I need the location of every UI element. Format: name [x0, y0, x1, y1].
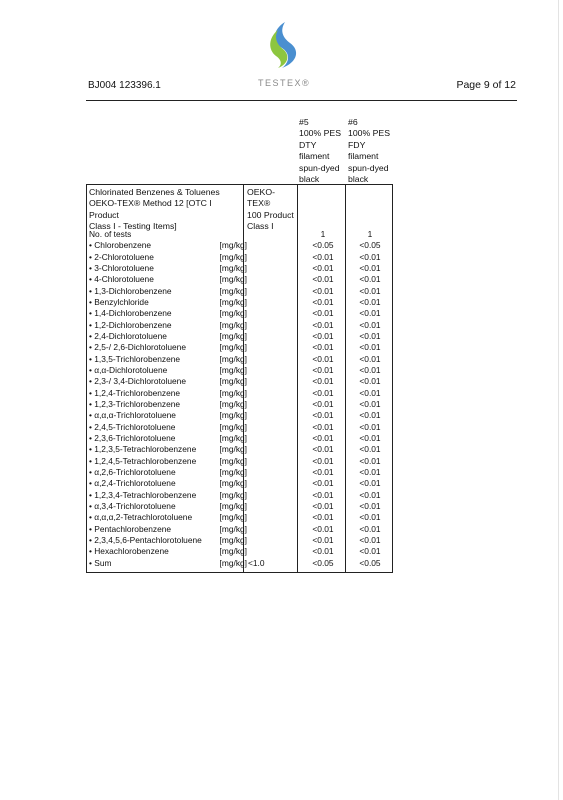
analyte-name: • Hexachlorobenzene	[89, 546, 169, 557]
sample-6-value: <0.01	[359, 251, 381, 262]
analyte-name: • 2,4,5-Trichlorotoluene	[89, 421, 176, 432]
sample-6-value: <0.01	[359, 466, 381, 477]
sample-6-value: <0.05	[359, 240, 381, 251]
sample-header-line: #6	[348, 117, 358, 127]
table-row	[87, 490, 392, 501]
sample-6-value: <0.01	[359, 489, 381, 500]
table-row	[87, 410, 392, 421]
unit-cell: [mg/kg]	[219, 330, 247, 341]
table-row	[87, 365, 392, 376]
sample-5-value: <0.01	[312, 546, 334, 557]
sample-6-value: <0.01	[359, 262, 381, 273]
unit-cell: [mg/kg]	[219, 274, 247, 285]
analyte-name: • 1,2,3,5-Tetrachlorobenzene	[89, 444, 197, 455]
analyte-name: • α,2,6-Trichlorotoluene	[89, 466, 176, 477]
header-rule	[86, 100, 517, 101]
sample-header-line: black	[299, 174, 320, 185]
table-row	[87, 467, 392, 478]
table-row	[87, 308, 392, 319]
table-row	[87, 354, 392, 365]
table-row	[87, 478, 392, 489]
analyte-name: • 2,4-Dichlorotoluene	[89, 330, 167, 341]
table-row	[87, 342, 392, 353]
sample-6-value: <0.01	[359, 364, 381, 375]
analyte-name: • 2-Chlorotoluene	[89, 251, 154, 262]
unit-cell: [mg/kg]	[219, 512, 247, 523]
analyte-name: • 1,2-Dichlorobenzene	[89, 319, 172, 330]
testex-logo-icon	[258, 20, 306, 70]
sample-5-value: <0.01	[312, 376, 334, 387]
analyte-name: • 2,3,6-Trichlorotoluene	[89, 432, 176, 443]
analyte-name: • Benzylchloride	[89, 296, 149, 307]
sample-5-value: <0.01	[312, 512, 334, 523]
sample-6-value: <0.01	[359, 387, 381, 398]
sample-5-value: 1	[320, 229, 326, 239]
sample-6-value: <0.01	[359, 274, 381, 285]
analyte-name: • Sum	[89, 557, 112, 568]
unit-cell: [mg/kg]	[219, 489, 247, 500]
sample-header-line: filament	[299, 151, 330, 162]
sample-6-value: <0.05	[359, 557, 381, 568]
sample-6-value: <0.01	[359, 330, 381, 341]
analyte-name: • 1,4-Dichlorobenzene	[89, 308, 172, 319]
sample-5-value: <0.01	[312, 308, 334, 319]
unit-cell: [mg/kg]	[219, 342, 247, 353]
unit-cell: [mg/kg]	[219, 466, 247, 477]
unit-cell: [mg/kg]	[219, 557, 247, 568]
sample-5-value: <0.01	[312, 285, 334, 296]
table-row	[87, 240, 392, 251]
table-row	[87, 229, 392, 240]
sample-header-line: black	[348, 174, 369, 185]
sample-5-value: <0.01	[312, 330, 334, 341]
table-row	[87, 422, 392, 433]
page-edge-line	[558, 0, 559, 800]
unit-cell: [mg/kg]	[219, 444, 247, 455]
sample-5-value: <0.01	[312, 342, 334, 353]
unit-cell: [mg/kg]	[219, 398, 247, 409]
category-line: Chlorinated Benzenes & Toluenes	[89, 187, 220, 197]
sample-6-value: <0.01	[359, 342, 381, 353]
unit-cell: [mg/kg]	[219, 240, 247, 251]
table-row	[87, 286, 392, 297]
sample-header-line: spun-dyed	[299, 162, 340, 173]
unit-cell: [mg/kg]	[219, 523, 247, 534]
standard-name	[247, 187, 297, 233]
analyte-name: • 2,5-/ 2,6-Dichlorotoluene	[89, 342, 186, 353]
sample-6-value: <0.01	[359, 444, 381, 455]
sample-5-value: <0.01	[312, 319, 334, 330]
analyte-name: • 1,2,4-Trichlorobenzene	[89, 387, 181, 398]
sample-6-value: <0.01	[359, 455, 381, 466]
analyte-name: • 2,3,4,5,6-Pentachlorotoluene	[89, 534, 202, 545]
sample-5-value: <0.01	[312, 398, 334, 409]
analyte-name: • 1,2,3,4-Tetrachlorobenzene	[89, 489, 197, 500]
sample-5-value: <0.01	[312, 251, 334, 262]
table-row	[87, 535, 392, 546]
sample-5-value: <0.01	[312, 410, 334, 421]
sample-5-value: <0.01	[312, 523, 334, 534]
table-row	[87, 433, 392, 444]
sample-6-value: <0.01	[359, 534, 381, 545]
sample-6-value: <0.01	[359, 353, 381, 364]
sample-6-header	[348, 117, 396, 185]
sample-5-value: <0.05	[312, 557, 334, 568]
sample-6-value: <0.01	[359, 398, 381, 409]
sample-5-value: <0.01	[312, 534, 334, 545]
sample-5-value: <0.01	[312, 466, 334, 477]
sample-6-value: <0.01	[359, 421, 381, 432]
table-row	[87, 546, 392, 557]
sample-5-value: <0.01	[312, 274, 334, 285]
analyte-name: • 1,3-Dichlorobenzene	[89, 285, 172, 296]
table-row	[87, 274, 392, 285]
sample-5-value: <0.01	[312, 353, 334, 364]
results-rows	[87, 229, 392, 569]
category-line: Class I - Testing Items]	[89, 221, 177, 232]
analyte-name: • α,2,4-Trichlorotoluene	[89, 478, 176, 489]
sample-6-value: <0.01	[359, 432, 381, 443]
unit-cell: [mg/kg]	[219, 285, 247, 296]
analyte-name: • 4-Chlorotoluene	[89, 274, 154, 285]
analyte-name: • α,α-Dichlorotoluene	[89, 364, 168, 375]
sample-header-line: spun-dyed	[348, 162, 389, 173]
table-row	[87, 512, 392, 523]
sample-6-value: <0.01	[359, 512, 381, 523]
unit-cell: [mg/kg]	[219, 534, 247, 545]
unit-cell: [mg/kg]	[219, 432, 247, 443]
analyte-name: • 2,3-/ 3,4-Dichlorotoluene	[89, 376, 186, 387]
analyte-name: • 1,2,3-Trichlorobenzene	[89, 398, 181, 409]
table-row	[87, 524, 392, 535]
analyte-name: • Pentachlorobenzene	[89, 523, 172, 534]
category-line: OEKO-TEX® Method 12 [OTC I Product	[89, 198, 212, 220]
table-row	[87, 376, 392, 387]
sample-6-value: <0.01	[359, 478, 381, 489]
unit-cell: [mg/kg]	[219, 364, 247, 375]
analyte-name: • 3-Chlorotoluene	[89, 262, 154, 273]
unit-cell: [mg/kg]	[219, 387, 247, 398]
sample-header-line: #5	[299, 117, 309, 127]
sample-header-line: DTY	[299, 139, 317, 150]
sample-5-value: <0.01	[312, 387, 334, 398]
sample-5-value: <0.05	[312, 240, 334, 251]
test-category	[89, 187, 244, 233]
sample-5-value: <0.01	[312, 500, 334, 511]
sample-6-value: 1	[367, 229, 373, 239]
table-row	[87, 558, 392, 569]
analyte-name: No. of tests	[89, 229, 132, 239]
table-row	[87, 252, 392, 263]
sample-6-value: <0.01	[359, 296, 381, 307]
unit-cell: [mg/kg]	[219, 478, 247, 489]
standard-line: Class I	[247, 221, 274, 232]
analyte-name: • α,3,4-Trichlorotoluene	[89, 500, 176, 511]
page-number: Page 9 of 12	[456, 79, 516, 91]
analyte-name: • 1,3,5-Trichlorobenzene	[89, 353, 181, 364]
sample-5-header	[299, 117, 347, 185]
table-row	[87, 297, 392, 308]
sample-5-value: <0.01	[312, 421, 334, 432]
sample-5-value: <0.01	[312, 444, 334, 455]
analyte-name: • Chlorobenzene	[89, 240, 152, 251]
sample-6-value: <0.01	[359, 523, 381, 534]
sample-5-value: <0.01	[312, 296, 334, 307]
table-row	[87, 399, 392, 410]
unit-cell: [mg/kg]	[219, 500, 247, 511]
sample-header-line: 100% PES	[348, 128, 391, 139]
table-row	[87, 501, 392, 512]
sample-5-value: <0.01	[312, 478, 334, 489]
table-row	[87, 320, 392, 331]
sample-5-value: <0.01	[312, 455, 334, 466]
table-row	[87, 388, 392, 399]
unit-cell: [mg/kg]	[219, 376, 247, 387]
standard-line: 100 Product	[247, 209, 294, 220]
report-id: BJ004 123396.1	[88, 80, 161, 91]
unit-cell: [mg/kg]	[219, 296, 247, 307]
unit-cell: [mg/kg]	[219, 455, 247, 466]
sample-header-line: FDY	[348, 139, 366, 150]
sample-6-value: <0.01	[359, 308, 381, 319]
sample-6-value: <0.01	[359, 376, 381, 387]
sample-6-value: <0.01	[359, 285, 381, 296]
unit-cell: [mg/kg]	[219, 546, 247, 557]
brand-name: TESTEX®	[258, 78, 311, 88]
analyte-name: • α,α,α,2-Tetrachlorotoluene	[89, 512, 193, 523]
unit-cell: [mg/kg]	[219, 319, 247, 330]
table-row	[87, 331, 392, 342]
unit-cell: [mg/kg]	[219, 421, 247, 432]
unit-cell: [mg/kg]	[219, 262, 247, 273]
limit-cell: <1.0	[248, 557, 265, 568]
sample-6-value: <0.01	[359, 500, 381, 511]
sample-6-value: <0.01	[359, 546, 381, 557]
table-row	[87, 456, 392, 467]
unit-cell: [mg/kg]	[219, 353, 247, 364]
unit-cell: [mg/kg]	[219, 251, 247, 262]
sample-5-value: <0.01	[312, 364, 334, 375]
analyte-name: • α,α,α-Trichlorotoluene	[89, 410, 176, 421]
analyte-name: • 1,2,4,5-Tetrachlorobenzene	[89, 455, 197, 466]
sample-header-line: 100% PES	[299, 128, 342, 139]
sample-5-value: <0.01	[312, 489, 334, 500]
sample-header-line: filament	[348, 151, 379, 162]
sample-6-value: <0.01	[359, 410, 381, 421]
sample-6-value: <0.01	[359, 319, 381, 330]
table-row	[87, 444, 392, 455]
standard-line: OEKO-TEX®	[247, 187, 275, 209]
sample-5-value: <0.01	[312, 262, 334, 273]
sample-5-value: <0.01	[312, 432, 334, 443]
unit-cell: [mg/kg]	[219, 410, 247, 421]
unit-cell: [mg/kg]	[219, 308, 247, 319]
table-row	[87, 263, 392, 274]
